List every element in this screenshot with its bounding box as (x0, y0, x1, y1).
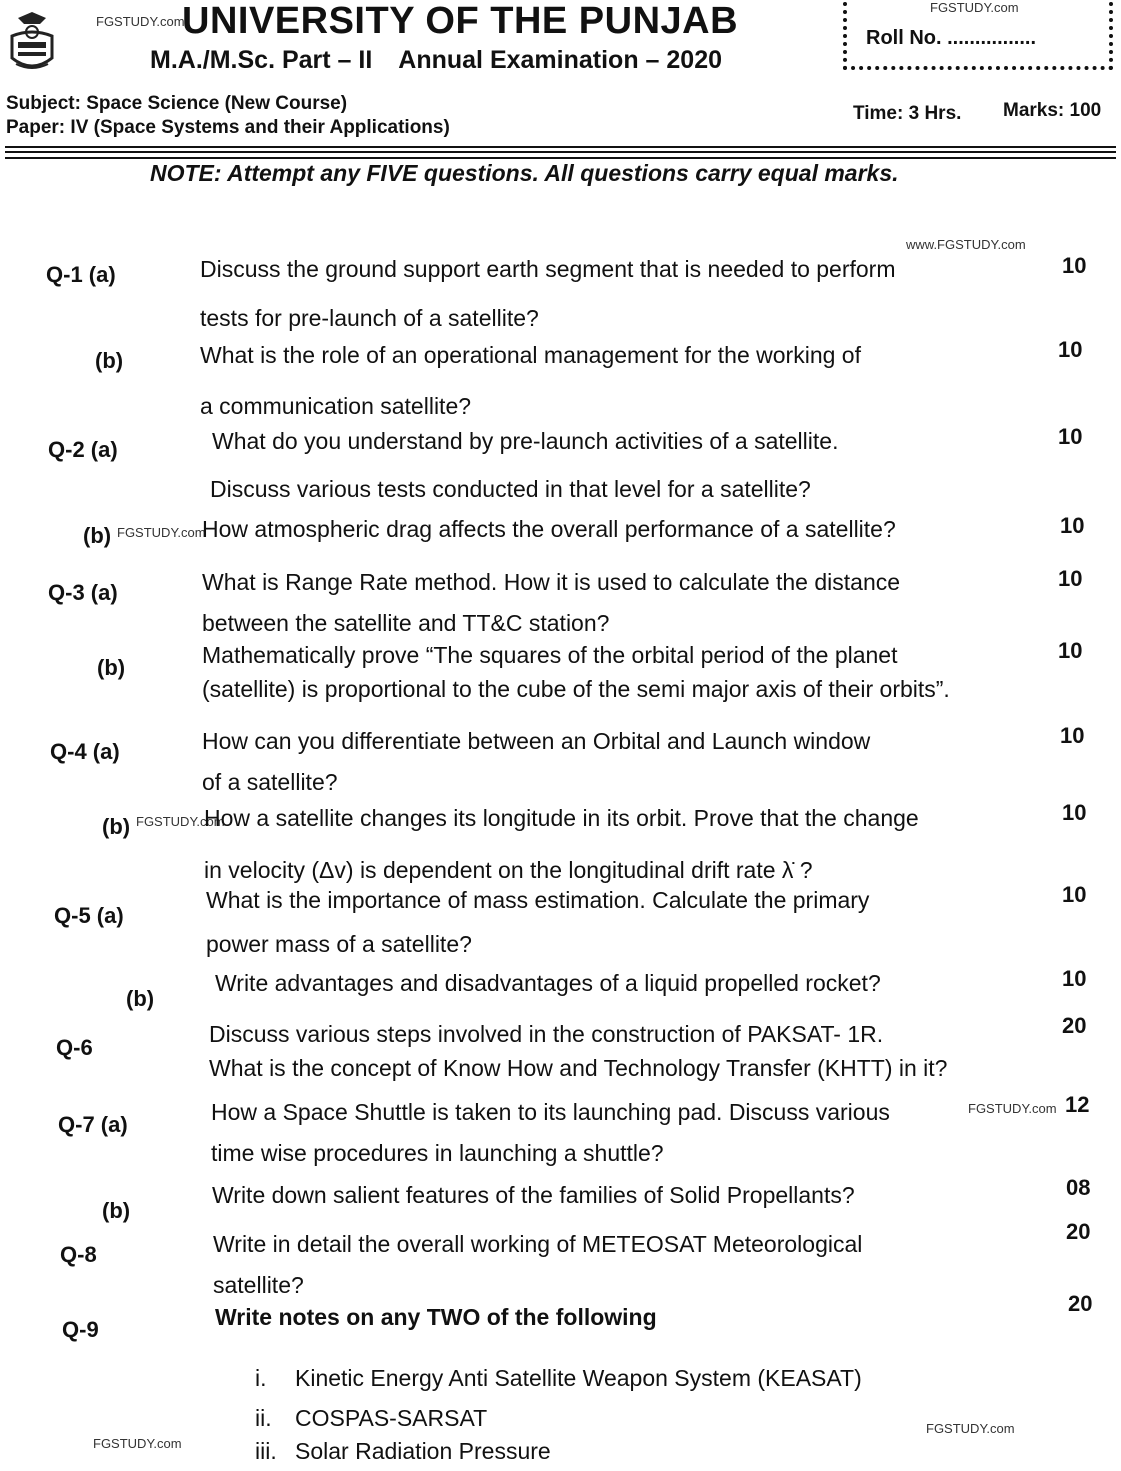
notes-list-number: i. (255, 1365, 267, 1391)
question-label: Q-7 (a) (58, 1112, 128, 1137)
question-text: Write notes on any TWO of the following (215, 1304, 657, 1330)
question-text: tests for pre-launch of a satellite? (200, 305, 539, 331)
question-label: (b) (102, 1198, 131, 1223)
question-marks: 10 (1060, 513, 1085, 538)
question-label: (b) (126, 986, 155, 1011)
university-crest-icon (6, 10, 58, 76)
watermark-text: FGSTUDY.com (930, 0, 1019, 15)
question-marks: 08 (1066, 1175, 1091, 1200)
question-marks: 10 (1058, 566, 1083, 591)
roll-number-label: Roll No. ................ (866, 27, 1037, 49)
question-text: satellite? (213, 1272, 304, 1298)
question-text: Discuss various steps involved in the construction of PAKSAT- 1R. (209, 1021, 884, 1047)
question-text: in velocity (Δv) is dependent on the longitudinal drift rate λ̇ ? (204, 857, 813, 883)
question-text: Mathematically prove “The squares of the orbital period of the planet (202, 642, 898, 668)
paper-line: Paper: IV (Space Systems and their Applications) (6, 117, 450, 138)
question-label: (b) (83, 523, 112, 548)
question-marks: 10 (1062, 800, 1087, 825)
question-marks: 10 (1062, 253, 1087, 278)
notes-list-item (255, 1405, 487, 1432)
header-rule-top (5, 146, 1116, 148)
question-marks: 10 (1058, 337, 1083, 362)
question-marks: 10 (1058, 638, 1083, 663)
question-text: of a satellite? (202, 769, 338, 795)
notes-list-text: COSPAS-SARSAT (295, 1405, 488, 1431)
notes-list-item (255, 1438, 551, 1465)
question-text: between the satellite and TT&C station? (202, 610, 610, 636)
instructions-note: NOTE: Attempt any FIVE questions. All questions carry equal marks. (150, 160, 899, 186)
question-text: a communication satellite? (200, 393, 472, 419)
exam-label: Annual Examination – 2020 (398, 46, 722, 74)
header-rule-middle (5, 151, 1116, 153)
question-text: Write in detail the overall working of METEOSAT Meteorological (213, 1231, 863, 1257)
notes-list-text: Kinetic Energy Anti Satellite Weapon System (KEASAT) (295, 1365, 862, 1391)
question-marks: 12 (1065, 1092, 1090, 1117)
question-label: Q-3 (a) (48, 580, 118, 605)
question-marks: 20 (1068, 1291, 1093, 1316)
question-marks: 10 (1062, 966, 1087, 991)
question-text: time wise procedures in launching a shuttle? (211, 1140, 664, 1166)
question-text: power mass of a satellite? (206, 931, 472, 957)
question-label: (b) (97, 655, 126, 680)
watermark-text: FGSTUDY.com (926, 1421, 1015, 1436)
question-label: Q-2 (a) (48, 437, 118, 462)
question-text: Discuss the ground support earth segment that is needed to perform (200, 256, 896, 282)
question-marks: 10 (1058, 424, 1083, 449)
question-label: Q-4 (a) (50, 739, 120, 764)
watermark-text: www.FGSTUDY.com (906, 237, 1026, 252)
watermark-text: FGSTUDY.com (136, 814, 225, 829)
question-text: What is the concept of Know How and Technology Transfer (KHTT) in it? (209, 1055, 948, 1081)
question-label: Q-1 (a) (46, 262, 116, 287)
notes-list-number: ii. (255, 1405, 272, 1431)
question-label: Q-5 (a) (54, 903, 124, 928)
watermark-text: FGSTUDY.com (968, 1101, 1057, 1116)
subject-line: Subject: Space Science (New Course) (6, 93, 348, 114)
exam-subtitle (150, 46, 722, 75)
question-label: Q-9 (62, 1317, 99, 1342)
total-marks: Marks: 100 (1003, 100, 1102, 121)
notes-list-number: iii. (255, 1438, 277, 1464)
question-text: What is the role of an operational management for the working of (200, 342, 861, 368)
question-text: Write down salient features of the families of Solid Propellants? (212, 1182, 855, 1208)
program-label: M.A./M.Sc. Part – II (150, 46, 373, 74)
university-title: UNIVERSITY OF THE PUNJAB (182, 0, 739, 42)
question-marks: 20 (1062, 1013, 1087, 1038)
question-text: Discuss various tests conducted in that level for a satellite? (210, 476, 811, 502)
question-text: (satellite) is proportional to the cube of the semi major axis of their orbits”. (202, 676, 950, 702)
watermark-text: FGSTUDY.com (93, 1436, 182, 1451)
question-text: How a satellite changes its longitude in its orbit. Prove that the change (204, 805, 919, 831)
question-text: What is Range Rate method. How it is used to calculate the distance (202, 569, 901, 595)
question-marks: 20 (1066, 1219, 1091, 1244)
question-label: (b) (95, 348, 124, 373)
question-label: Q-6 (56, 1035, 93, 1060)
question-text: Write advantages and disadvantages of a liquid propelled rocket? (215, 970, 881, 996)
watermark-text: FGSTUDY.com (96, 14, 185, 29)
header-rule-bottom (5, 157, 1116, 159)
question-text: How can you differentiate between an Orbital and Launch window (202, 728, 871, 754)
notes-list-text: Solar Radiation Pressure (295, 1438, 551, 1464)
question-text: What is the importance of mass estimation. Calculate the primary (206, 887, 870, 913)
question-text: How a Space Shuttle is taken to its launching pad. Discuss various (211, 1099, 890, 1125)
question-label: Q-8 (60, 1242, 97, 1267)
time-allowed: Time: 3 Hrs. (853, 103, 962, 124)
question-marks: 10 (1062, 882, 1087, 907)
question-text: What do you understand by pre-launch activities of a satellite. (212, 428, 839, 454)
watermark-text: FGSTUDY.com (117, 525, 206, 540)
notes-list-item (255, 1365, 862, 1392)
question-marks: 10 (1060, 723, 1085, 748)
question-text: How atmospheric drag affects the overall performance of a satellite? (202, 516, 896, 542)
question-label: (b) (102, 814, 131, 839)
